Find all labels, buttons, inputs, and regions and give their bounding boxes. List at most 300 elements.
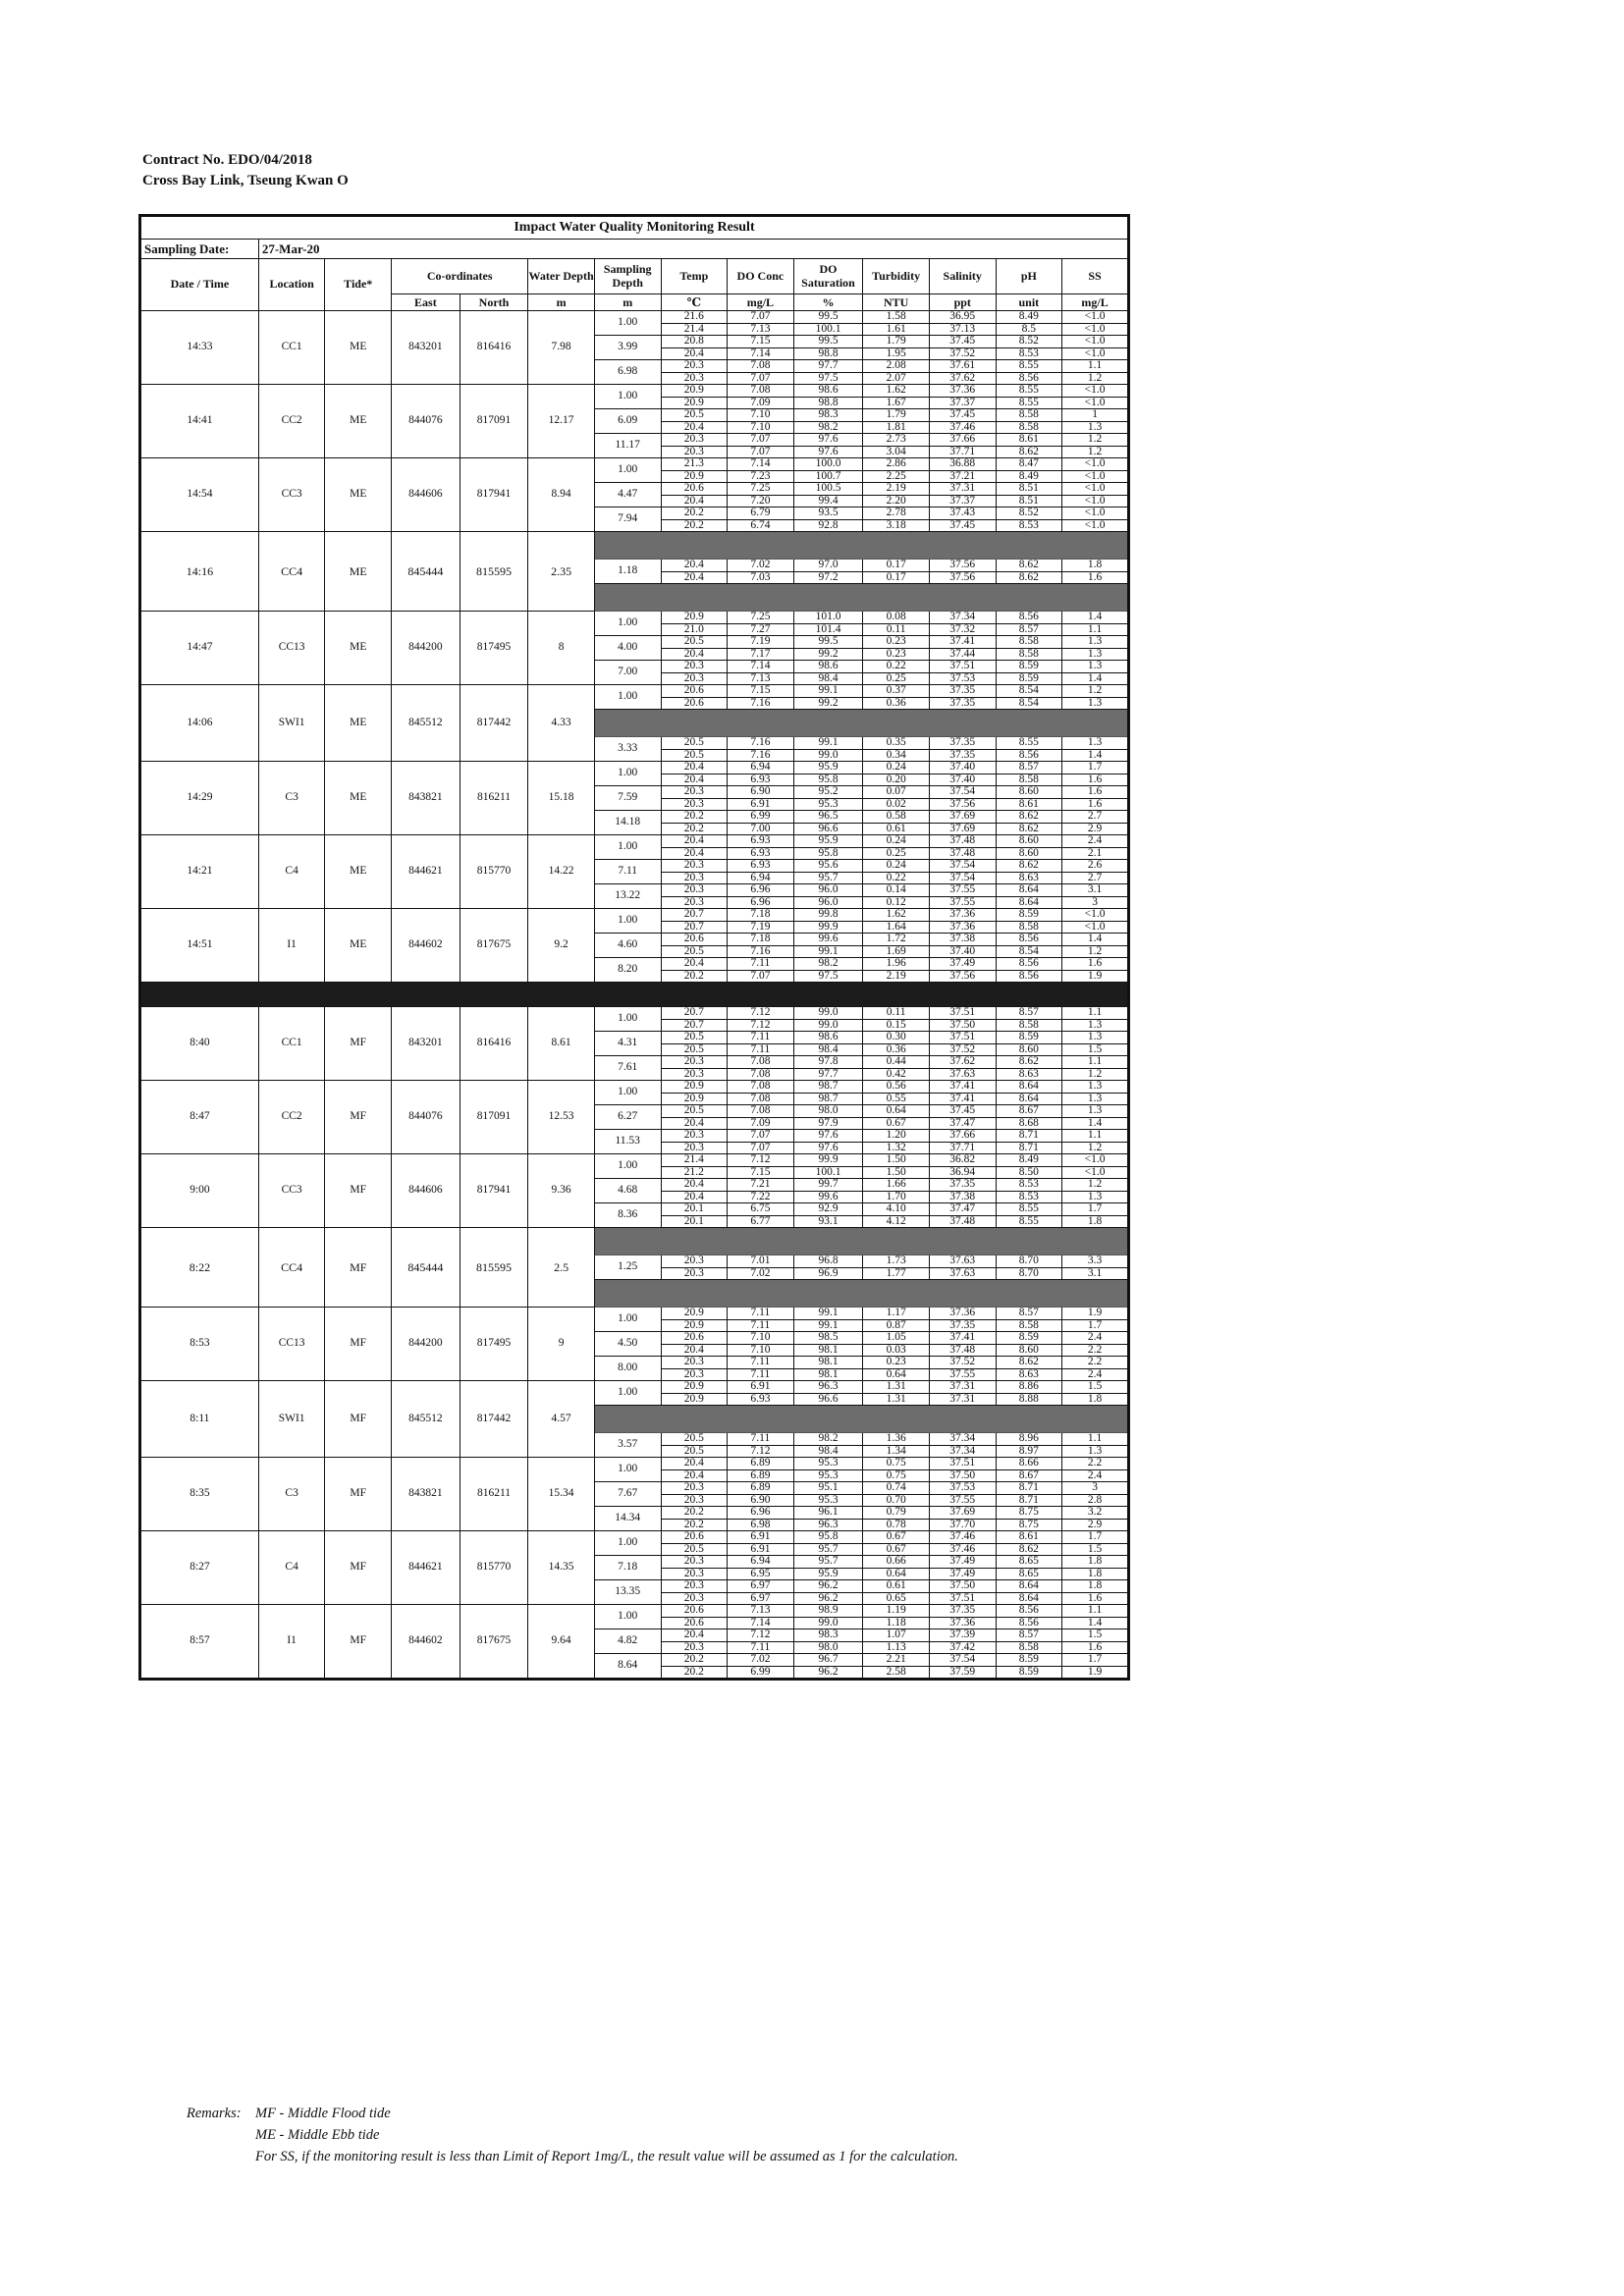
do-conc-cell: 7.07 xyxy=(728,446,794,458)
table-row xyxy=(140,835,1129,848)
ss-cell: 1.7 xyxy=(1062,1654,1129,1667)
ss-cell: 1.9 xyxy=(1062,970,1129,983)
date-time-cell: 8:11 xyxy=(140,1381,259,1458)
ph-cell: 8.63 xyxy=(996,1368,1062,1381)
turbidity-cell: 0.37 xyxy=(863,685,930,698)
do-saturation-cell: 99.5 xyxy=(793,636,863,649)
location-cell: CC4 xyxy=(258,1228,325,1308)
temp-cell: 20.3 xyxy=(661,1641,728,1654)
salinity-cell: 37.62 xyxy=(929,1056,996,1069)
date-time-cell: 14:51 xyxy=(140,909,259,983)
temp-cell: 20.2 xyxy=(661,1666,728,1680)
temp-cell: 20.5 xyxy=(661,1445,728,1458)
ph-cell: 8.58 xyxy=(996,636,1062,649)
temp-cell: 20.4 xyxy=(661,1469,728,1482)
do-conc-cell: 7.02 xyxy=(728,1267,794,1280)
salinity-cell: 36.82 xyxy=(929,1154,996,1167)
salinity-cell: 37.51 xyxy=(929,1458,996,1470)
water-quality-table xyxy=(138,214,1130,1681)
ph-cell: 8.57 xyxy=(996,623,1062,636)
salinity-cell: 37.70 xyxy=(929,1519,996,1531)
do-saturation-cell: 98.7 xyxy=(793,1093,863,1105)
ss-cell: 1.4 xyxy=(1062,612,1129,624)
turbidity-cell: 1.07 xyxy=(863,1629,930,1642)
date-time-cell: 14:33 xyxy=(140,311,259,385)
do-saturation-cell: 99.1 xyxy=(793,1308,863,1320)
salinity-cell: 37.46 xyxy=(929,1531,996,1544)
ss-cell: 1.2 xyxy=(1062,434,1129,447)
table-row xyxy=(140,1007,1129,1020)
do-saturation-cell: 98.6 xyxy=(793,1032,863,1044)
do-saturation-cell: 98.1 xyxy=(793,1344,863,1357)
location-cell: CC4 xyxy=(258,532,325,612)
temp-cell: 20.9 xyxy=(661,1081,728,1094)
table-row xyxy=(140,458,1129,471)
salinity-cell: 37.55 xyxy=(929,1494,996,1507)
temp-cell: 20.5 xyxy=(661,945,728,958)
ss-cell: 1.6 xyxy=(1062,798,1129,811)
turbidity-cell: 1.50 xyxy=(863,1166,930,1179)
do-conc-cell: 7.07 xyxy=(728,311,794,324)
water-depth-cell: 15.34 xyxy=(528,1458,595,1531)
sampling-depth-cell: 3.33 xyxy=(594,737,661,762)
ss-cell: 1.7 xyxy=(1062,1203,1129,1216)
temp-cell: 20.6 xyxy=(661,685,728,698)
salinity-cell: 37.36 xyxy=(929,1308,996,1320)
east-cell: 844076 xyxy=(392,1081,460,1154)
turbidity-cell: 2.25 xyxy=(863,470,930,483)
remarks-label: Remarks: xyxy=(187,2106,242,2121)
turbidity-cell: 1.66 xyxy=(863,1179,930,1192)
turbidity-cell: 1.95 xyxy=(863,347,930,360)
sampling-depth-cell: 4.60 xyxy=(594,934,661,958)
do-saturation-cell: 95.7 xyxy=(793,1556,863,1569)
salinity-cell: 37.53 xyxy=(929,1482,996,1495)
ph-cell: 8.55 xyxy=(996,737,1062,750)
temp-cell: 20.3 xyxy=(661,1130,728,1143)
ss-cell: 1.7 xyxy=(1062,762,1129,774)
ss-cell: <1.0 xyxy=(1062,483,1129,496)
do-saturation-cell: 95.3 xyxy=(793,1469,863,1482)
do-conc-cell: 7.11 xyxy=(728,1308,794,1320)
sampling-date-label: Sampling Date: xyxy=(140,240,259,259)
no-sample-bar xyxy=(594,1228,1128,1255)
ss-cell: 1.6 xyxy=(1062,958,1129,971)
temp-cell: 21.2 xyxy=(661,1166,728,1179)
temp-cell: 20.1 xyxy=(661,1215,728,1228)
turbidity-cell: 1.20 xyxy=(863,1130,930,1143)
north-cell: 817442 xyxy=(460,1381,528,1458)
table-row xyxy=(140,532,1129,560)
temp-cell: 20.3 xyxy=(661,872,728,884)
tide-cell: MF xyxy=(325,1381,392,1458)
ss-cell: 1.3 xyxy=(1062,661,1129,673)
do-saturation-cell: 100.7 xyxy=(793,470,863,483)
ss-cell: 1.4 xyxy=(1062,672,1129,685)
east-cell: 844200 xyxy=(392,1308,460,1381)
temp-cell: 21.6 xyxy=(661,311,728,324)
ss-cell: 1.3 xyxy=(1062,737,1129,750)
sampling-depth-cell: 6.27 xyxy=(594,1105,661,1130)
do-conc-cell: 6.93 xyxy=(728,860,794,873)
ss-cell: 2.7 xyxy=(1062,872,1129,884)
sampling-depth-cell: 1.00 xyxy=(594,835,661,860)
do-saturation-cell: 97.6 xyxy=(793,1142,863,1154)
ph-cell: 8.64 xyxy=(996,1580,1062,1593)
location-cell: CC2 xyxy=(258,385,325,458)
ss-cell: <1.0 xyxy=(1062,1166,1129,1179)
temp-cell: 20.4 xyxy=(661,847,728,860)
sampling-depth-cell: 1.00 xyxy=(594,1458,661,1482)
ph-cell: 8.59 xyxy=(996,1666,1062,1680)
do-conc-cell: 7.08 xyxy=(728,1068,794,1081)
temp-cell: 20.9 xyxy=(661,397,728,409)
do-saturation-cell: 98.7 xyxy=(793,1081,863,1094)
temp-cell: 20.3 xyxy=(661,1494,728,1507)
do-conc-cell: 7.23 xyxy=(728,470,794,483)
salinity-cell: 37.43 xyxy=(929,507,996,520)
col-tide: Tide* xyxy=(325,259,392,311)
salinity-cell: 37.38 xyxy=(929,1191,996,1203)
table-row xyxy=(140,909,1129,922)
east-cell: 844200 xyxy=(392,612,460,685)
sampling-depth-cell: 1.00 xyxy=(594,311,661,336)
table-row xyxy=(140,1154,1129,1167)
salinity-cell: 37.49 xyxy=(929,1556,996,1569)
do-saturation-cell: 98.2 xyxy=(793,958,863,971)
north-cell: 817495 xyxy=(460,1308,528,1381)
temp-cell: 20.9 xyxy=(661,1308,728,1320)
ss-cell: 1.5 xyxy=(1062,1043,1129,1056)
ph-cell: 8.51 xyxy=(996,483,1062,496)
sampling-depth-cell: 1.00 xyxy=(594,1007,661,1032)
ph-cell: 8.55 xyxy=(996,1215,1062,1228)
turbidity-cell: 0.23 xyxy=(863,1357,930,1369)
do-saturation-cell: 96.2 xyxy=(793,1592,863,1605)
ph-cell: 8.62 xyxy=(996,823,1062,835)
sampling-depth-cell: 6.09 xyxy=(594,409,661,434)
sampling-depth-cell: 1.00 xyxy=(594,458,661,483)
ss-cell: <1.0 xyxy=(1062,495,1129,507)
ph-cell: 8.64 xyxy=(996,896,1062,909)
do-saturation-cell: 97.0 xyxy=(793,560,863,572)
ph-cell: 8.56 xyxy=(996,612,1062,624)
do-conc-cell: 7.22 xyxy=(728,1191,794,1203)
col-ph: pH xyxy=(996,259,1062,294)
turbidity-cell: 1.58 xyxy=(863,311,930,324)
ph-cell: 8.49 xyxy=(996,311,1062,324)
do-saturation-cell: 95.9 xyxy=(793,762,863,774)
temp-cell: 20.5 xyxy=(661,1032,728,1044)
do-conc-cell: 7.11 xyxy=(728,1357,794,1369)
do-saturation-cell: 97.7 xyxy=(793,360,863,373)
date-time-cell: 14:16 xyxy=(140,532,259,612)
salinity-cell: 37.21 xyxy=(929,470,996,483)
temp-cell: 20.4 xyxy=(661,1344,728,1357)
sampling-depth-cell: 6.98 xyxy=(594,360,661,385)
do-conc-cell: 7.11 xyxy=(728,1043,794,1056)
turbidity-cell: 0.02 xyxy=(863,798,930,811)
do-saturation-cell: 100.1 xyxy=(793,1166,863,1179)
east-cell: 845512 xyxy=(392,1381,460,1458)
do-conc-cell: 7.10 xyxy=(728,421,794,434)
north-cell: 817675 xyxy=(460,909,528,983)
salinity-cell: 37.35 xyxy=(929,1319,996,1332)
ss-cell: 1.8 xyxy=(1062,560,1129,572)
salinity-cell: 37.36 xyxy=(929,909,996,922)
date-time-cell: 8:57 xyxy=(140,1605,259,1680)
unit-ph: unit xyxy=(996,294,1062,311)
turbidity-cell: 1.81 xyxy=(863,421,930,434)
ph-cell: 8.71 xyxy=(996,1482,1062,1495)
north-cell: 816211 xyxy=(460,1458,528,1531)
salinity-cell: 37.45 xyxy=(929,1105,996,1118)
do-saturation-cell: 95.1 xyxy=(793,1482,863,1495)
sampling-depth-cell: 1.00 xyxy=(594,762,661,786)
col-temp: Temp xyxy=(661,259,728,294)
ss-cell: 3.3 xyxy=(1062,1255,1129,1268)
temp-cell: 20.6 xyxy=(661,934,728,946)
north-cell: 815595 xyxy=(460,532,528,612)
temp-cell: 20.4 xyxy=(661,648,728,661)
do-conc-cell: 7.02 xyxy=(728,1654,794,1667)
ss-cell: 1.2 xyxy=(1062,945,1129,958)
ph-cell: 8.58 xyxy=(996,921,1062,934)
east-cell: 845444 xyxy=(392,532,460,612)
do-conc-cell: 7.08 xyxy=(728,1105,794,1118)
ss-cell: <1.0 xyxy=(1062,311,1129,324)
do-conc-cell: 7.14 xyxy=(728,458,794,471)
ss-cell: 1.8 xyxy=(1062,1556,1129,1569)
north-cell: 817495 xyxy=(460,612,528,685)
sampling-date: 27-Mar-20 xyxy=(258,240,391,259)
do-conc-cell: 6.89 xyxy=(728,1458,794,1470)
ss-cell: 1.2 xyxy=(1062,372,1129,385)
salinity-cell: 37.51 xyxy=(929,1007,996,1020)
ph-cell: 8.96 xyxy=(996,1433,1062,1446)
do-saturation-cell: 98.8 xyxy=(793,397,863,409)
do-saturation-cell: 95.7 xyxy=(793,872,863,884)
do-saturation-cell: 99.5 xyxy=(793,336,863,348)
salinity-cell: 37.52 xyxy=(929,1357,996,1369)
do-conc-cell: 7.13 xyxy=(728,672,794,685)
sampling-depth-cell: 7.67 xyxy=(594,1482,661,1507)
do-saturation-cell: 98.1 xyxy=(793,1368,863,1381)
ph-cell: 8.60 xyxy=(996,835,1062,848)
do-saturation-cell: 98.9 xyxy=(793,1605,863,1618)
salinity-cell: 36.95 xyxy=(929,311,996,324)
ph-cell: 8.86 xyxy=(996,1381,1062,1394)
temp-cell: 20.3 xyxy=(661,1368,728,1381)
salinity-cell: 37.51 xyxy=(929,1032,996,1044)
ph-cell: 8.58 xyxy=(996,409,1062,422)
ph-cell: 8.71 xyxy=(996,1130,1062,1143)
temp-cell: 20.9 xyxy=(661,470,728,483)
tide-cell: MF xyxy=(325,1531,392,1605)
ph-cell: 8.65 xyxy=(996,1556,1062,1569)
unit-salinity: ppt xyxy=(929,294,996,311)
do-conc-cell: 7.16 xyxy=(728,697,794,710)
do-saturation-cell: 99.1 xyxy=(793,737,863,750)
turbidity-cell: 0.64 xyxy=(863,1368,930,1381)
table-row xyxy=(140,762,1129,774)
ss-cell: <1.0 xyxy=(1062,909,1129,922)
ph-cell: 8.88 xyxy=(996,1393,1062,1406)
east-cell: 843821 xyxy=(392,1458,460,1531)
salinity-cell: 37.47 xyxy=(929,1117,996,1130)
salinity-cell: 37.36 xyxy=(929,921,996,934)
turbidity-cell: 2.78 xyxy=(863,507,930,520)
salinity-cell: 37.59 xyxy=(929,1666,996,1680)
sampling-depth-cell: 4.68 xyxy=(594,1179,661,1203)
do-saturation-cell: 98.3 xyxy=(793,409,863,422)
ss-cell: 1.1 xyxy=(1062,623,1129,636)
turbidity-cell: 1.69 xyxy=(863,945,930,958)
table-title: Impact Water Quality Monitoring Result xyxy=(140,216,1129,240)
salinity-cell: 37.35 xyxy=(929,749,996,762)
do-conc-cell: 6.97 xyxy=(728,1580,794,1593)
location-cell: I1 xyxy=(258,1605,325,1680)
ss-cell: 1.2 xyxy=(1062,1179,1129,1192)
location-cell: CC1 xyxy=(258,1007,325,1081)
ph-cell: 8.71 xyxy=(996,1142,1062,1154)
ss-cell: 2.9 xyxy=(1062,823,1129,835)
do-conc-cell: 7.01 xyxy=(728,1255,794,1268)
do-saturation-cell: 99.0 xyxy=(793,1019,863,1032)
ph-cell: 8.58 xyxy=(996,421,1062,434)
do-saturation-cell: 97.6 xyxy=(793,446,863,458)
do-conc-cell: 6.89 xyxy=(728,1469,794,1482)
table-row xyxy=(140,612,1129,624)
date-time-cell: 9:00 xyxy=(140,1154,259,1228)
tide-cell: ME xyxy=(325,835,392,909)
salinity-cell: 37.54 xyxy=(929,786,996,799)
do-saturation-cell: 99.1 xyxy=(793,685,863,698)
do-conc-cell: 7.16 xyxy=(728,945,794,958)
tide-cell: MF xyxy=(325,1458,392,1531)
ph-cell: 8.65 xyxy=(996,1568,1062,1580)
ss-cell: 1.3 xyxy=(1062,1105,1129,1118)
salinity-cell: 37.63 xyxy=(929,1068,996,1081)
ph-cell: 8.56 xyxy=(996,1617,1062,1629)
sampling-depth-cell: 14.34 xyxy=(594,1507,661,1531)
ss-cell: 3.1 xyxy=(1062,1267,1129,1280)
water-depth-cell: 14.22 xyxy=(528,835,595,909)
ss-cell: 1.1 xyxy=(1062,360,1129,373)
temp-cell: 20.6 xyxy=(661,697,728,710)
turbidity-cell: 1.19 xyxy=(863,1605,930,1618)
turbidity-cell: 0.17 xyxy=(863,571,930,584)
do-conc-cell: 7.07 xyxy=(728,1142,794,1154)
ss-cell: 1.8 xyxy=(1062,1393,1129,1406)
ss-cell: 2.4 xyxy=(1062,1469,1129,1482)
salinity-cell: 37.32 xyxy=(929,623,996,636)
turbidity-cell: 0.64 xyxy=(863,1105,930,1118)
do-saturation-cell: 97.8 xyxy=(793,1056,863,1069)
do-conc-cell: 7.12 xyxy=(728,1445,794,1458)
ph-cell: 8.55 xyxy=(996,1203,1062,1216)
turbidity-cell: 0.25 xyxy=(863,847,930,860)
north-cell: 817941 xyxy=(460,458,528,532)
ss-cell: <1.0 xyxy=(1062,385,1129,398)
sampling-depth-cell: 1.00 xyxy=(594,1154,661,1179)
temp-cell: 20.3 xyxy=(661,786,728,799)
turbidity-cell: 1.62 xyxy=(863,385,930,398)
water-depth-cell: 9.36 xyxy=(528,1154,595,1228)
do-conc-cell: 7.02 xyxy=(728,560,794,572)
temp-cell: 20.4 xyxy=(661,421,728,434)
sampling-depth-cell: 4.31 xyxy=(594,1032,661,1056)
north-cell: 817442 xyxy=(460,685,528,762)
temp-cell: 20.3 xyxy=(661,1255,728,1268)
do-conc-cell: 6.79 xyxy=(728,507,794,520)
turbidity-cell: 0.12 xyxy=(863,896,930,909)
tide-cell: MF xyxy=(325,1154,392,1228)
do-saturation-cell: 97.5 xyxy=(793,970,863,983)
ph-cell: 8.54 xyxy=(996,945,1062,958)
salinity-cell: 37.35 xyxy=(929,697,996,710)
do-conc-cell: 6.77 xyxy=(728,1215,794,1228)
temp-cell: 21.4 xyxy=(661,323,728,336)
turbidity-cell: 4.10 xyxy=(863,1203,930,1216)
tide-cell: MF xyxy=(325,1081,392,1154)
do-saturation-cell: 97.6 xyxy=(793,1130,863,1143)
ss-cell: 1.3 xyxy=(1062,421,1129,434)
location-cell: CC13 xyxy=(258,1308,325,1381)
do-saturation-cell: 98.3 xyxy=(793,1629,863,1642)
do-conc-cell: 7.10 xyxy=(728,1344,794,1357)
turbidity-cell: 0.67 xyxy=(863,1117,930,1130)
turbidity-cell: 0.22 xyxy=(863,872,930,884)
ph-cell: 8.67 xyxy=(996,1469,1062,1482)
temp-cell: 20.3 xyxy=(661,1056,728,1069)
ph-cell: 8.58 xyxy=(996,1319,1062,1332)
ss-cell: <1.0 xyxy=(1062,336,1129,348)
turbidity-cell: 0.74 xyxy=(863,1482,930,1495)
temp-cell: 20.2 xyxy=(661,1507,728,1520)
do-saturation-cell: 98.5 xyxy=(793,1332,863,1345)
ss-cell: 1.6 xyxy=(1062,571,1129,584)
temp-cell: 20.4 xyxy=(661,958,728,971)
water-depth-cell: 2.5 xyxy=(528,1228,595,1308)
salinity-cell: 37.66 xyxy=(929,1130,996,1143)
salinity-cell: 37.66 xyxy=(929,434,996,447)
ph-cell: 8.62 xyxy=(996,571,1062,584)
east-cell: 844606 xyxy=(392,1154,460,1228)
salinity-cell: 37.35 xyxy=(929,1605,996,1618)
turbidity-cell: 0.65 xyxy=(863,1592,930,1605)
do-conc-cell: 7.16 xyxy=(728,737,794,750)
turbidity-cell: 0.42 xyxy=(863,1068,930,1081)
turbidity-cell: 0.64 xyxy=(863,1568,930,1580)
ph-cell: 8.56 xyxy=(996,749,1062,762)
water-depth-cell: 2.35 xyxy=(528,532,595,612)
temp-cell: 20.4 xyxy=(661,762,728,774)
do-conc-cell: 7.08 xyxy=(728,385,794,398)
do-conc-cell: 6.91 xyxy=(728,1543,794,1556)
sampling-depth-cell: 8.00 xyxy=(594,1357,661,1381)
temp-cell: 20.9 xyxy=(661,1093,728,1105)
ph-cell: 8.63 xyxy=(996,1068,1062,1081)
salinity-cell: 37.50 xyxy=(929,1469,996,1482)
col-turbidity: Turbidity xyxy=(863,259,930,294)
turbidity-cell: 2.07 xyxy=(863,372,930,385)
ss-cell: <1.0 xyxy=(1062,470,1129,483)
unit-sampling-depth: m xyxy=(594,294,661,311)
do-saturation-cell: 99.6 xyxy=(793,934,863,946)
do-conc-cell: 7.07 xyxy=(728,372,794,385)
turbidity-cell: 0.55 xyxy=(863,1093,930,1105)
